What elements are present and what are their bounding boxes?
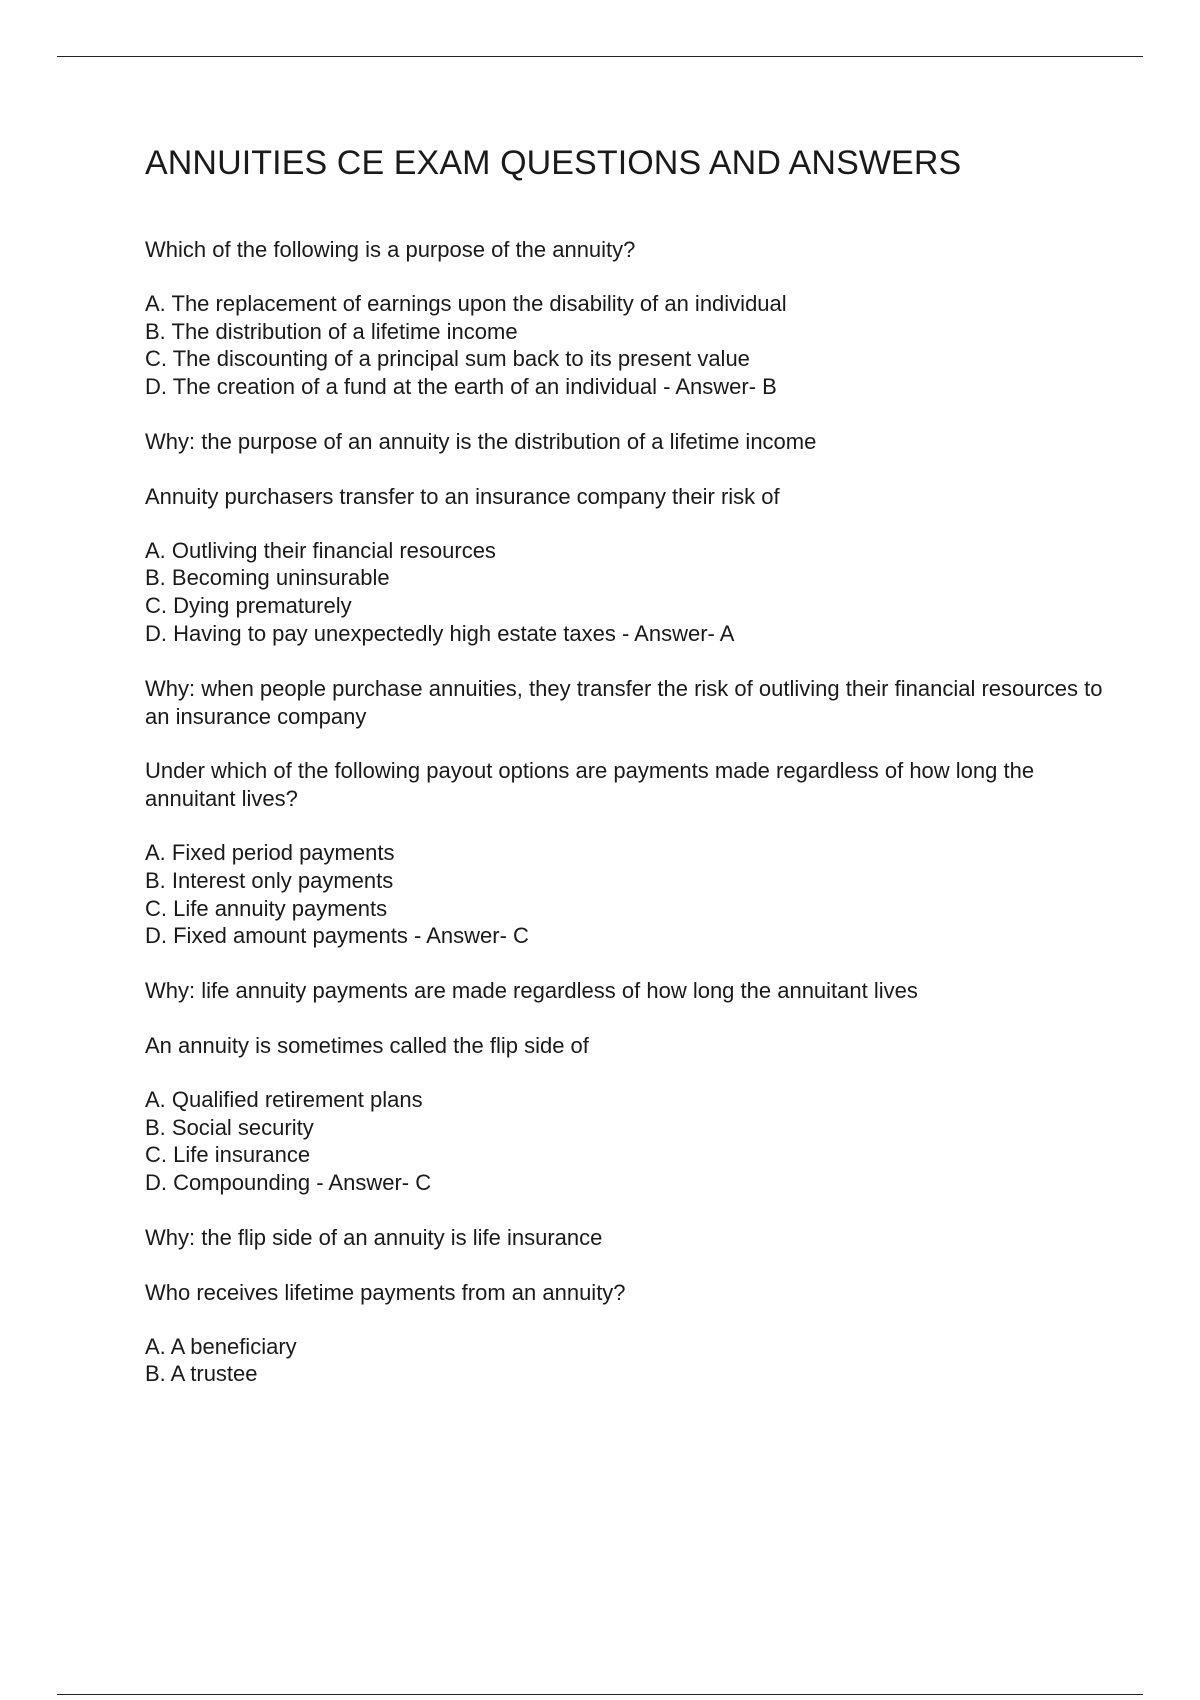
bottom-rule — [57, 1694, 1143, 1695]
answer-option: B. Interest only payments — [145, 867, 394, 893]
qa-item — [145, 236, 1105, 456]
question-text: Which of the following is a purpose of the annuity? — [145, 237, 636, 262]
answer-option: A. A beneficiary — [145, 1333, 297, 1359]
question-text: Who receives lifetime payments from an annuity? — [145, 1279, 626, 1305]
answer-options — [145, 537, 1105, 648]
answer-option: D. Having to pay unexpectedly high estate taxes - Answer- A — [145, 620, 735, 646]
answer-option: A. Outliving their financial resources — [145, 537, 496, 563]
document-title: ANNUITIES CE EXAM QUESTIONS AND ANSWERS — [145, 144, 962, 182]
answer-options — [145, 290, 1105, 401]
answer-options — [145, 1086, 1105, 1197]
explanation-text: Why: the purpose of an annuity is the distribution of a lifetime income — [145, 428, 817, 454]
answer-option: C. Dying prematurely — [145, 593, 352, 619]
answer-option: A. Fixed period payments — [145, 839, 395, 865]
qa-list — [145, 236, 1105, 1388]
qa-item — [145, 1279, 1105, 1388]
explanation-text: Why: life annuity payments are made regardless of how long the annuitant lives — [145, 978, 918, 1004]
answer-options — [145, 1333, 1105, 1389]
answer-option: B. The distribution of a lifetime income — [145, 318, 518, 344]
answer-option: B. Becoming uninsurable — [145, 565, 390, 591]
answer-option: D. Fixed amount payments - Answer- C — [145, 923, 529, 949]
answer-option: D. Compounding - Answer- C — [145, 1170, 432, 1196]
explanation-text: Why: the flip side of an annuity is life insurance — [145, 1224, 603, 1250]
document-body — [145, 142, 1105, 1388]
qa-item — [145, 757, 1105, 1005]
answer-option: B. Social security — [145, 1114, 314, 1140]
question-text: An annuity is sometimes called the flip side of — [145, 1032, 589, 1058]
question-text: Annuity purchasers transfer to an insurance company their risk of — [145, 483, 780, 509]
answer-option: D. The creation of a fund at the earth of an individual - Answer- B — [145, 374, 777, 400]
answer-option: C. The discounting of a principal sum back to its present value — [145, 346, 750, 372]
answer-option: A. The replacement of earnings upon the disability of an individual — [145, 290, 787, 316]
answer-options — [145, 839, 1105, 950]
answer-option: B. A trustee — [145, 1361, 258, 1387]
answer-option: C. Life insurance — [145, 1142, 311, 1168]
answer-option: A. Qualified retirement plans — [145, 1086, 423, 1112]
explanation-text: Why: when people purchase annuities, they transfer the risk of outliving their financial resources to an insurance company — [145, 675, 1103, 729]
qa-item — [145, 483, 1105, 731]
top-rule — [57, 56, 1143, 57]
answer-option: C. Life annuity payments — [145, 895, 388, 921]
question-text: Under which of the following payout options are payments made regardless of how long the annuitant lives? — [145, 758, 1035, 812]
qa-item — [145, 1032, 1105, 1252]
